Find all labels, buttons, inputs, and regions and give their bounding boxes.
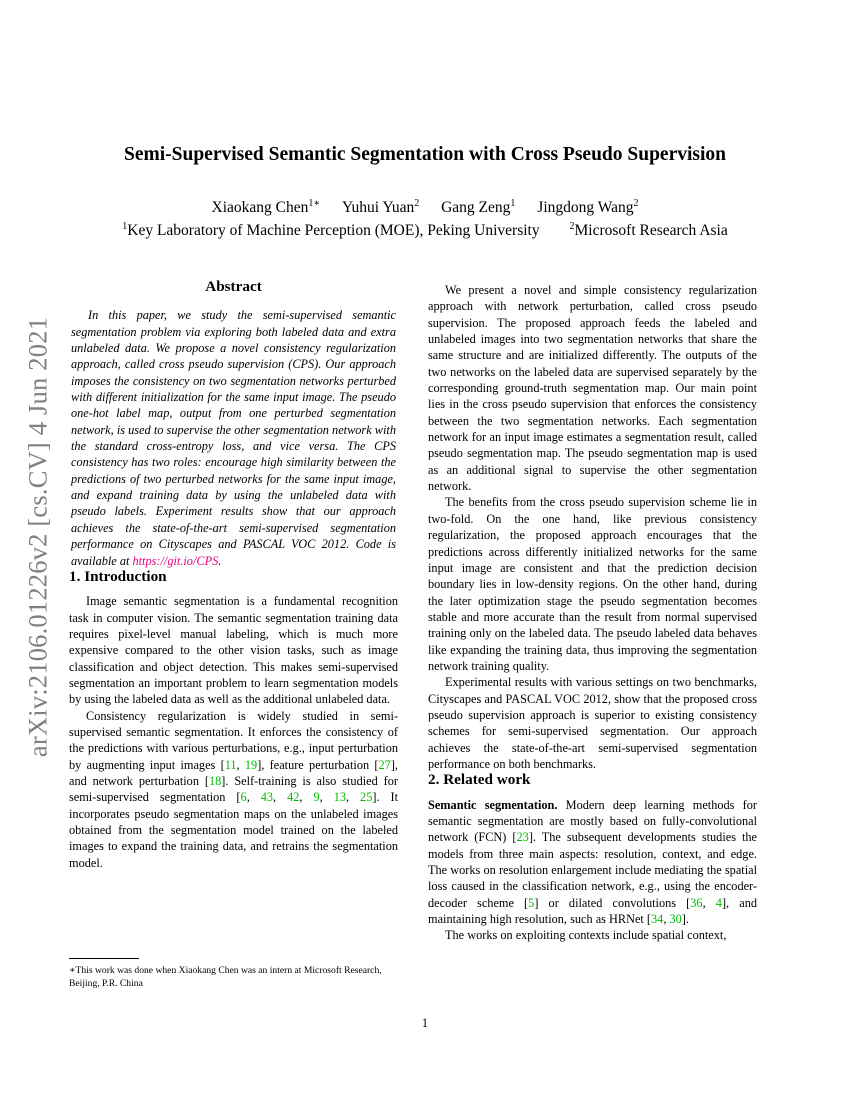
page-number: 1 xyxy=(421,1016,429,1030)
abstract-body xyxy=(69,307,398,569)
author: Jingdong Wang$^2$ xyxy=(537,198,639,216)
author: Gang Zeng$^1$ xyxy=(441,198,516,216)
left-column xyxy=(69,279,398,871)
citation-link[interactable]: 43 xyxy=(260,790,274,805)
intro-paragraph-5: Experimental results with various settings on two benchmarks, Cityscapes and PASCAL VOC 2012, show that the proposed cross pseudo supervision approach is superior to existing consistency schemes for semi-supervised segmentation. Our approach achieves the state-of-the-art semi-supervised segmentation performance on both benchmarks. xyxy=(428,675,757,771)
author: Xiaokang Chen$^{1∗}$ xyxy=(211,198,321,216)
citation-link[interactable]: 4 xyxy=(715,895,722,910)
arxiv-identifier xyxy=(20,302,56,772)
introduction-heading: 1. Introduction xyxy=(69,567,167,585)
intro-paragraph-1: Image semantic segmentation is a fundamental recognition task in computer vision. The semantic segmentation training data requires pixel-level manual labeling, which is much more expensive compared to the other vision tasks, such as image classification and object detection. This makes semi-supervised segmentation an important problem to learn segmentation models by using the labeled data as well as the additional unlabeled data. xyxy=(69,594,398,707)
author: Yuhui Yuan$^2$ xyxy=(342,198,420,216)
citation-link[interactable]: 30 xyxy=(669,912,682,927)
citation-link[interactable]: 19 xyxy=(244,757,258,772)
citation-link[interactable]: 5 xyxy=(528,895,535,910)
right-column xyxy=(428,282,757,944)
affiliation: $^2$Microsoft Research Asia xyxy=(569,221,728,239)
citation-link[interactable]: 23 xyxy=(516,830,529,845)
citation-link[interactable]: 25 xyxy=(360,790,373,805)
footnote-text: ∗This work was done when Xiaokang Chen was an intern at Microsoft Research, Beijing, P.R. China xyxy=(69,965,382,989)
abstract-heading: Abstract xyxy=(205,278,262,295)
citation-link[interactable]: 27 xyxy=(378,757,391,772)
footnote-rule xyxy=(69,958,139,959)
semantic-segmentation-lead: Semantic segmentation. xyxy=(428,797,558,812)
intro-paragraph-3: We present a novel and simple consistency regularization approach with network perturbation, called cross pseudo supervision. The proposed approach feeds the labeled and unlabeled images into two segmentation networks that share the same structure and are initialized differently. The outputs of the two networks on the labeled data are supervised separately by the corresponding ground-truth segmentation map. Our main point lies in the cross pseudo supervision that enforces the consistency between the two segmentation networks. Each segmentation network for an input image estimates a segmentation result, called pseudo segmentation map. The pseudo segmentation map is used as an additional signal to supervise the other segmentation network. xyxy=(428,283,757,494)
related-paragraph-1: Semantic segmentation. Modern deep learning methods for semantic segmentation are mostly based on fully-convolutional network (FCN) [23]. The subsequent developments studies the models from three main aspects: resolution, context, and edge. The works on resolution enlargement include mediating the spatial loss caused in the classification network, e.g., using the encoder-decoder scheme [5] or dilated convolutions [36, 4], and maintaining high resolution, such as HRNet [34, 30]. xyxy=(428,797,758,927)
citation-link[interactable]: 18 xyxy=(208,773,222,788)
code-link[interactable]: https://git.io/CPS xyxy=(132,553,219,568)
citation-link[interactable]: 36 xyxy=(690,895,703,910)
related-work-heading: 2. Related work xyxy=(428,771,531,789)
citation-link[interactable]: 6 xyxy=(240,790,247,805)
citation-link[interactable]: 13 xyxy=(333,790,346,805)
related-paragraph-2: The works on exploiting contexts include spatial context, xyxy=(445,928,727,943)
arxiv-identifier-text: arXiv:2106.01226v2 [cs.CV] 4 Jun 2021 xyxy=(22,316,53,758)
affiliation-list xyxy=(0,222,850,240)
intro-paragraph-2: Consistency regularization is widely studied in semi-supervised semantic segmentation. It enforces the consistency of the predictions with various perturbations, e.g., input perturbation by augmenting input images [11, 19], feature perturbation [27], and network perturbation [18]. Self-training is also studied for semi-supervised segmentation [6, 43, 42, 9, 13, 25]. It incorporates pseudo segmentation maps on the unlabeled images obtained from the segmentation model trained on the labeled images to expand the training data, and retrains the segmentation model. xyxy=(69,708,399,870)
intro-paragraph-4: The benefits from the cross pseudo supervision scheme lie in two-fold. On the one hand, like previous consistency regularization, the proposed approach encourages that the predictions across differently initialized networks for the same input image are consistent and that the prediction decision boundary lies in low-density regions. On the other hand, during the later optimization stage the pseudo segmentation becomes stable and more accurate than the result from normal supervised training only on the labeled data. The pseudo labeled data behaves like expanding the training data, thus improving the segmentation network training quality. xyxy=(428,495,757,673)
paper-title: Semi-Supervised Semantic Segmentation with Cross Pseudo Supervision xyxy=(123,144,726,165)
citation-link[interactable]: 9 xyxy=(313,790,320,805)
citation-link[interactable]: 11 xyxy=(224,757,237,772)
affiliation: $^1$Key Laboratory of Machine Perception (MOE), Peking University xyxy=(122,221,540,239)
footnote xyxy=(69,958,401,990)
abstract-paragraph: In this paper, we study the semi-supervised semantic segmentation problem via exploring both labeled data and extra unlabeled data. We propose a novel consistency regularization approach, called cross pseudo supervision (CPS). Our approach imposes the consistency on two segmentation networks perturbed with different initialization for the same input image. The pseudo one-hot label map, output from one perturbed segmentation network, is used to supervise the other segmentation network with the standard cross-entropy loss, and vice versa. The CPS consistency has two roles: encourage high similarity between the predictions of two perturbed networks for the same input image, and expand training data by using the unlabeled data with pseudo labels. Experiment results show that our approach achieves the state-of-the-art semi-supervised segmentation performance on Cityscapes and PASCAL VOC 2012. Code is available at https://git.io/CPS. xyxy=(71,308,396,568)
author-list xyxy=(0,199,850,217)
citation-link[interactable]: 34 xyxy=(651,912,664,927)
citation-link[interactable]: 42 xyxy=(287,790,300,805)
